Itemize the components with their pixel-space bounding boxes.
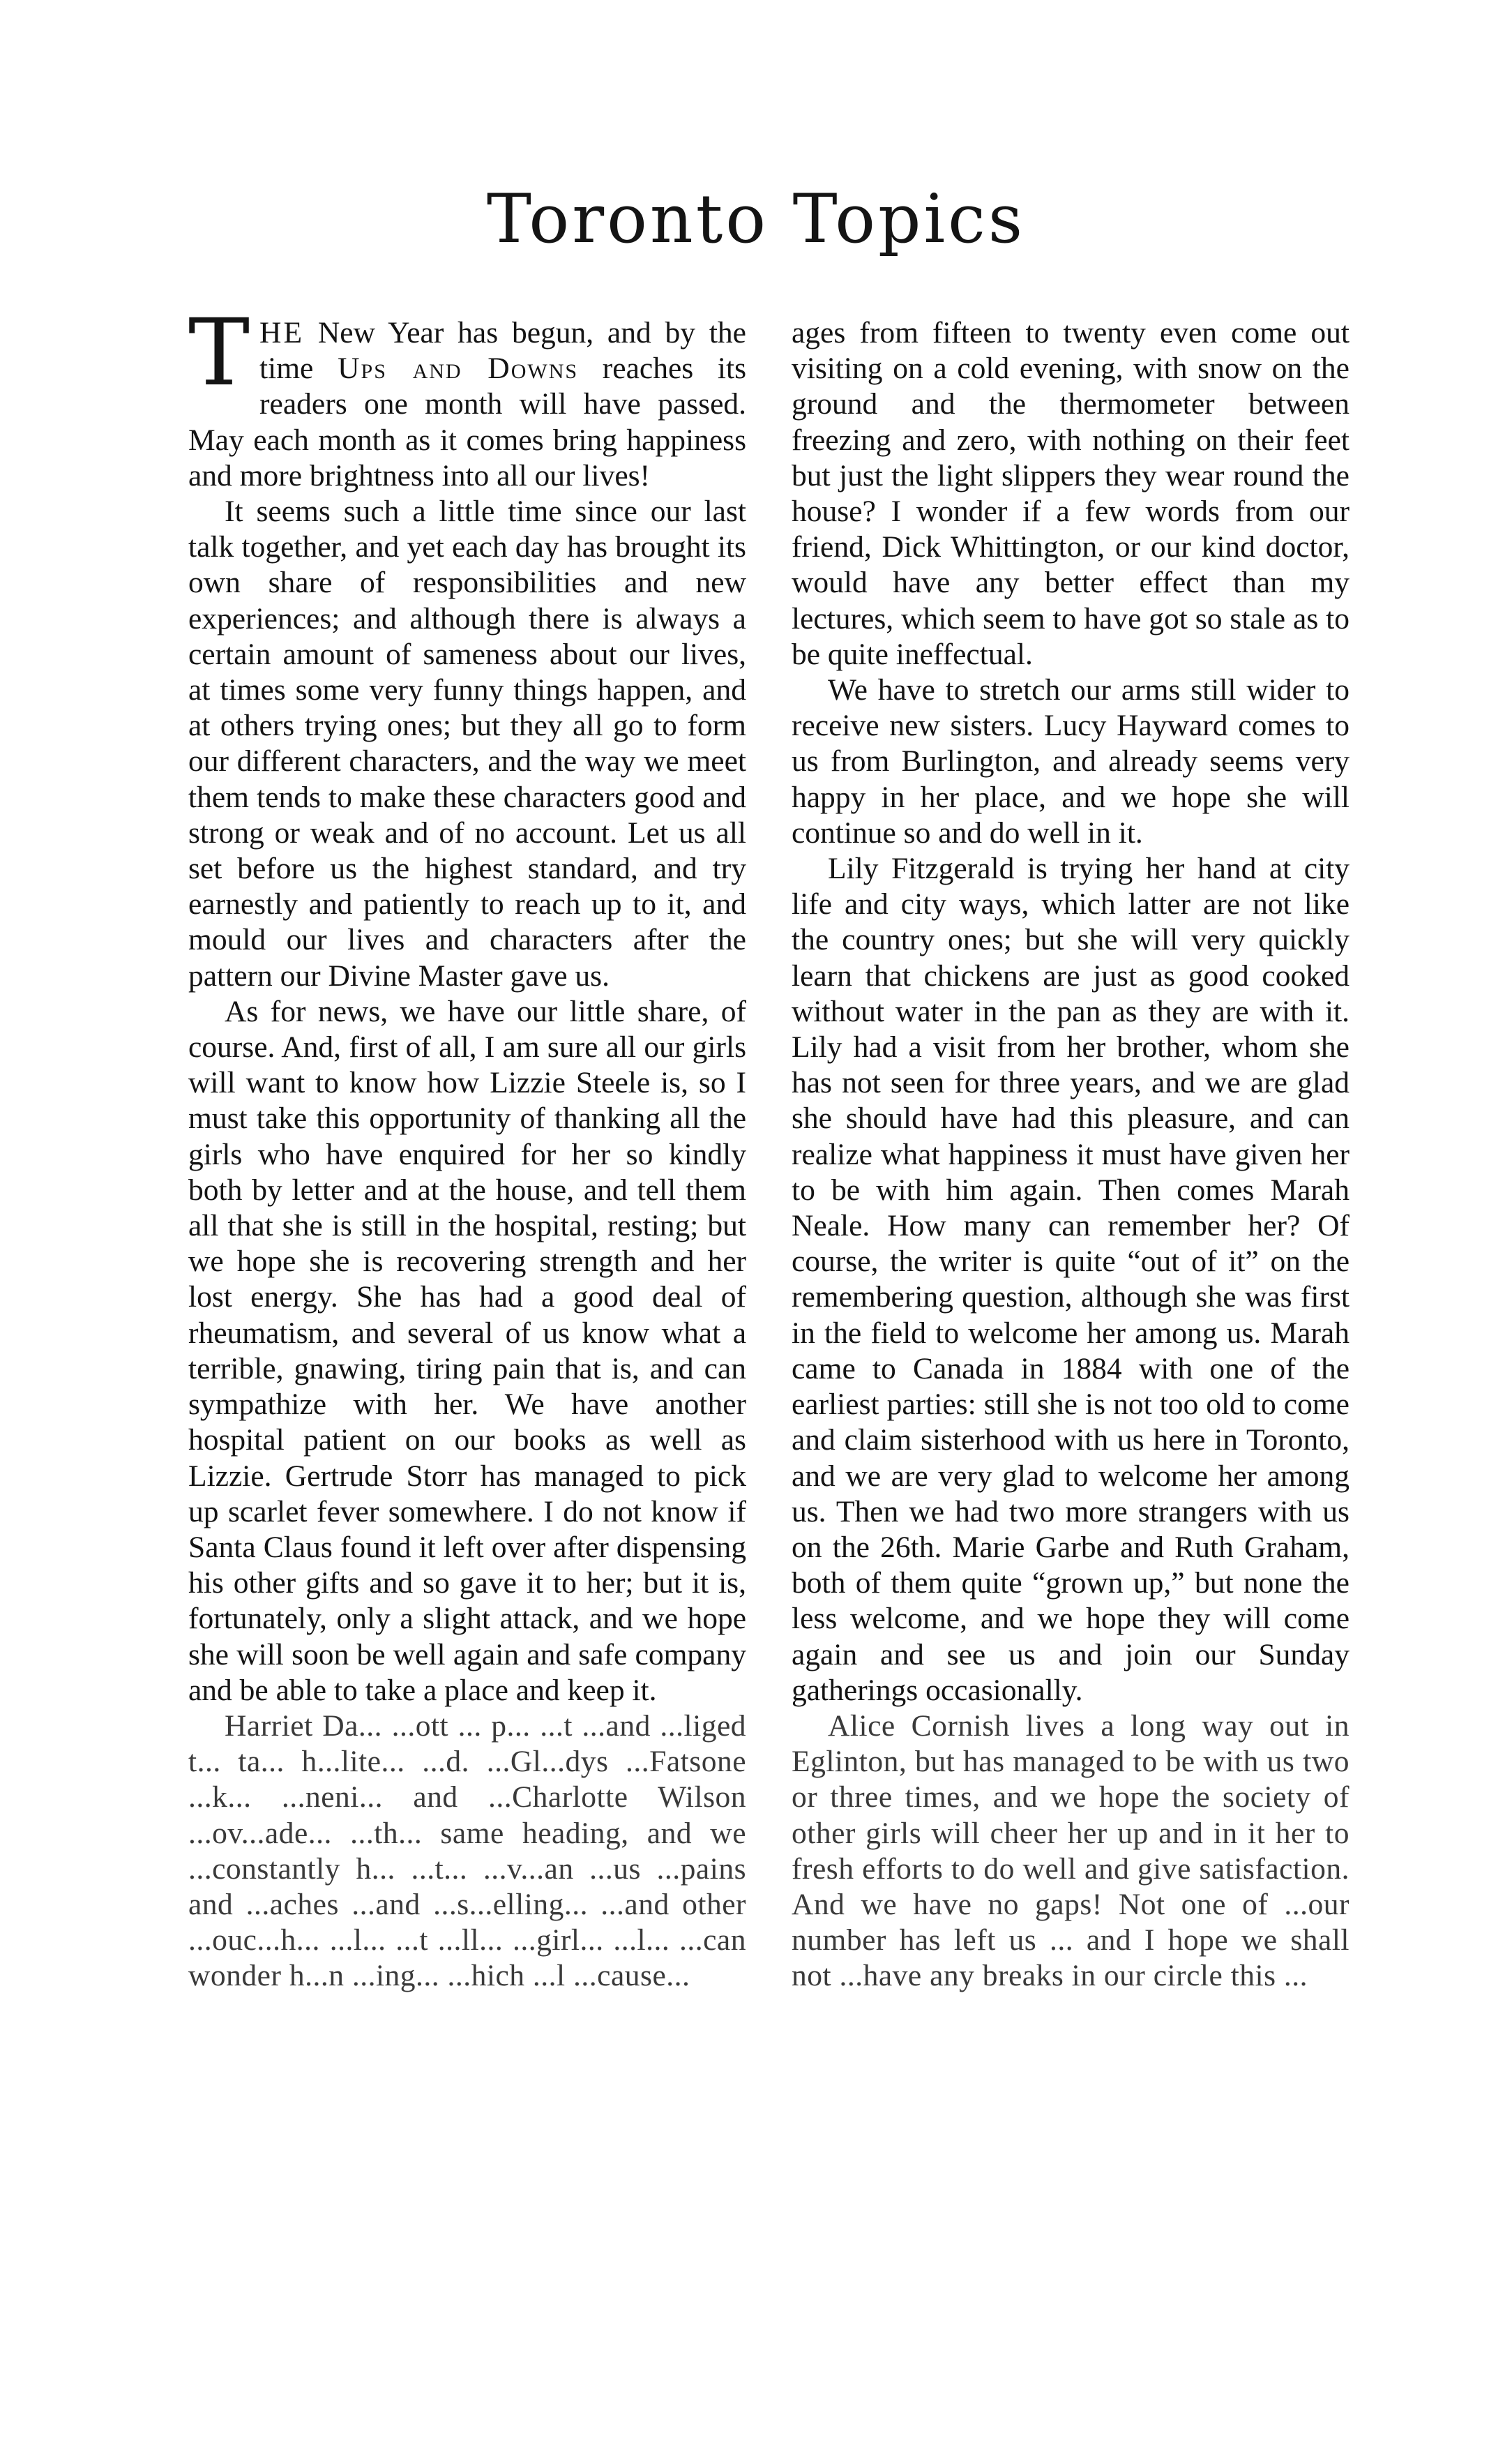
drop-cap: T [188, 299, 250, 407]
paragraph-new-year [188, 299, 746, 494]
paragraph-new-sisters: We have to stretch our arms still wider to receive new sisters. Lucy Hayward comes to us from Burlington, and already seems very happy in her place, and we hope she will continue so and do well in it. [792, 673, 1350, 850]
paragraph-text: reaches its readers one month will have passed. May each month as it comes bring happiness and more brightness into all our lives! [188, 352, 746, 493]
magazine-name: Ups and Downs [338, 352, 579, 386]
paragraph-alice-cornish: Alice Cornish lives a long way out in Eglinton, but has managed to be with us two or three times, and we hope the society of other girls will cheer her up and in it her to fresh efforts to do well and give satisfaction. And we have no gaps! Not one of ...our number has left us ... and I hope we shall not ...have any breaks in our circle this ... [792, 1708, 1350, 1993]
article-title: Toronto Topics [486, 180, 1026, 258]
paragraph-text: New Year has begun, and by the time [259, 316, 746, 386]
paragraph-reflection: It seems such a little time since our last talk together, and yet each day has brought its own share of responsibilities and new experiences; and although there is always a certain amount of sameness about our lives, at times some very funny things happen, and at others trying ones; but they all go to form our different characters, and the way we meet them tends to make these characters good and strong or weak and of no account. Let us all set before us the highest standard, and try earnestly and patiently to reach up to it, and mould our lives and characters after the pattern our Divine Master gave us. [188, 495, 746, 993]
paragraph-continued: ages from fifteen to twenty even come out visiting on a cold evening, with snow on the ground and the thermometer between freezing and zero, with nothing on their feet but just the light slippers they wear round the house? I wonder if a few words from our friend, Dick Whittington, or our kind doctor, would have any better effect than my lectures, which seem to have got so stale as to be quite ineffectual. [792, 316, 1350, 671]
opening-word: HE [259, 316, 305, 350]
left-column [188, 299, 746, 1994]
paragraph-lily-fitzgerald: Lily Fitzgerald is trying her hand at city life and city ways, which latter are not like the country ones; but she will very quickly learn that chickens are just as good cooked without water in the pan as they are with it. Lily had a visit from her brother, whom she has not seen for three years, and we are glad she should have had this pleasure, and can realize what happiness it must have given her to be with him again. Then comes Marah Neale. How many can remember her? Of course, the writer is quite “out of it” on the remembering question, although she was first in the field to welcome her among us. Marah came to Canada in 1884 with one of the earliest parties: still she is not too old to come and claim sisterhood with us here in Toronto, and we are very glad to welcome her among us. Then we had two more strangers with us on the 26th. Marie Garbe and Ruth Graham, both of them quite “grown up,” but none the less welcome, and we hope they will come again and see us and join our Sunday gatherings occasionally. [792, 852, 1350, 1707]
right-column [792, 315, 1350, 1994]
paragraph-faded: Harriet Da... ...ott ... p... ...t ...and ...liged t... ta... h...lite... ...d. ...Gl...dys ...Fatsone ...k... ...neni... and ...Charlotte Wilson ...ov...ade... ...th... same heading, and we ...constantly h... ...t... ...v...an ...us ...pains and ...aches ...and ...s...elling... ...and other ...ouc...h... ...l... ...t ...ll... ...girl... ...l... ...can wonder h...n ...ing... ...hich ...l ...cause... [188, 1708, 746, 1993]
paragraph-news: As for news, we have our little share, of course. And, first of all, I am sure all our girls will want to know how Lizzie Steele is, so I must take this opportunity of thanking all the girls who have enquired for her so kindly both by letter and at the house, and tell them all that she is still in the hospital, resting; but we hope she is recovering strength and her lost energy. She has had a good deal of rheumatism, and several of us know what a terrible, gnawing, tiring pain that is, and can sympathize with her. We have another hospital patient on our books as well as Lizzie. Gertrude Storr has managed to pick up scarlet fever somewhere. I do not know if Santa Claus found it left over after dispensing his other gifts and so gave it to her; but it is, fortunately, only a slight attack, and we hope she will soon be well again and safe company and be able to take a place and keep it. [188, 994, 746, 1707]
